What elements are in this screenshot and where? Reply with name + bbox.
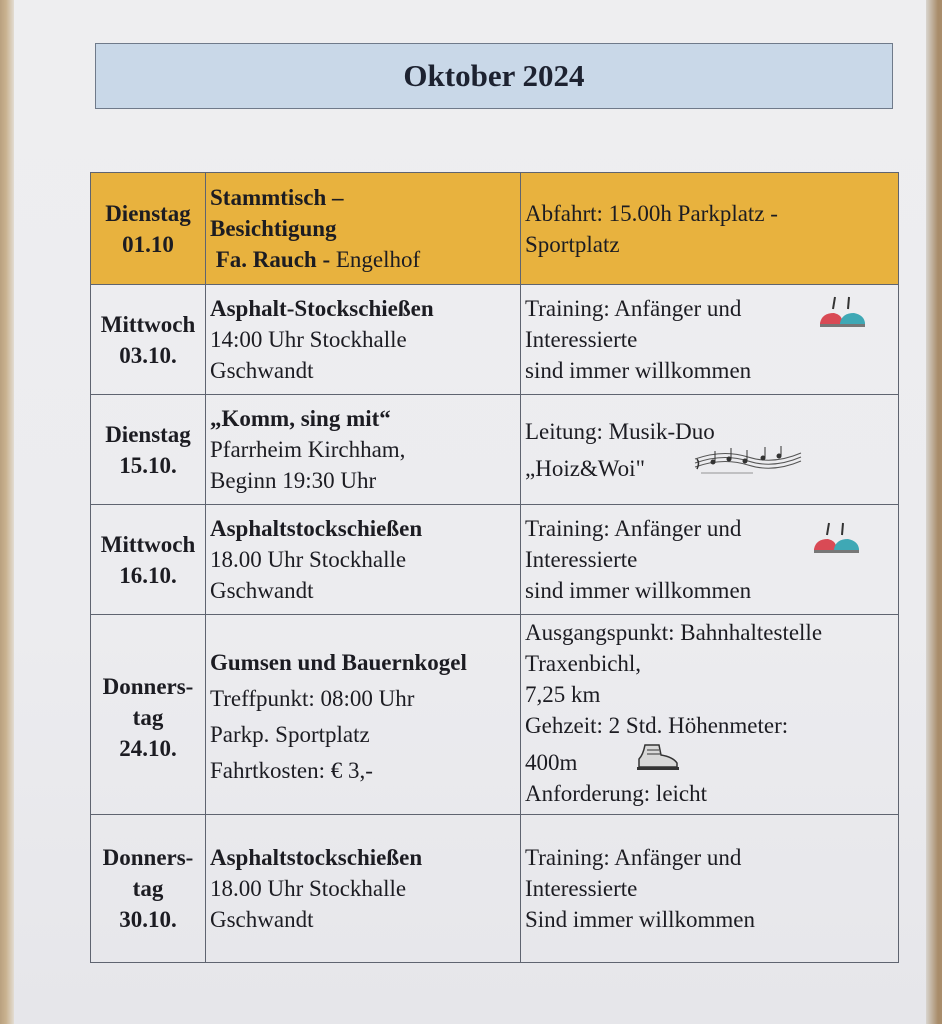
info-cell xyxy=(521,615,899,815)
weekday-suffix: tag xyxy=(132,876,164,901)
info-line: sind immer willkommen xyxy=(525,358,752,383)
curling-shoes-icon xyxy=(818,293,868,331)
event-cell xyxy=(206,173,521,285)
info-line: Leitung: Musik-Duo xyxy=(525,418,715,444)
date: 30.10. xyxy=(119,907,177,932)
title-banner xyxy=(95,43,893,109)
info-line: Training: Anfänger und xyxy=(525,516,742,541)
info-cell xyxy=(521,395,899,505)
event-title: Stammtisch – xyxy=(210,185,344,210)
weekday: Mittwoch xyxy=(100,311,196,337)
info-cell xyxy=(521,173,899,285)
info-line: Traxenbichl, xyxy=(525,651,642,676)
event-title-line-2: Besichtigung xyxy=(210,216,337,241)
page-title: Oktober 2024 xyxy=(403,58,585,93)
weekday: Dienstag xyxy=(105,421,191,447)
event-detail: Parkp. Sportplatz xyxy=(210,722,370,747)
info-cell xyxy=(521,505,899,615)
weekday: Dienstag xyxy=(105,200,191,226)
event-detail: Treffpunkt: 08:00 Uhr xyxy=(210,686,415,711)
event-cell xyxy=(206,505,521,615)
event-detail: Gschwandt xyxy=(210,907,314,932)
event-cell xyxy=(206,815,521,963)
event-cell xyxy=(206,285,521,395)
table-row xyxy=(91,615,899,815)
date: 15.10. xyxy=(119,452,177,478)
date: 03.10. xyxy=(119,342,177,368)
event-table xyxy=(90,172,899,963)
company-name: Fa. Rauch - xyxy=(210,247,336,272)
date: 01.10 xyxy=(122,231,174,257)
weekday: Mittwoch xyxy=(100,531,196,557)
event-cell xyxy=(206,395,521,505)
table-row xyxy=(91,173,899,285)
event-title: Asphalt-Stockschießen xyxy=(210,296,434,321)
weekday-suffix: tag xyxy=(132,705,164,730)
date-cell xyxy=(91,285,206,395)
weekday: Donners- xyxy=(102,845,194,870)
company-place: Engelhof xyxy=(335,247,421,272)
event-title: „Komm, sing mit“ xyxy=(210,406,391,431)
date-cell xyxy=(91,615,206,815)
curling-shoes-icon xyxy=(812,519,862,557)
info-line: Anforderung: leicht xyxy=(525,781,708,806)
weekday: Donners- xyxy=(102,674,194,699)
info-line: Sportplatz xyxy=(525,231,620,257)
date: 16.10. xyxy=(119,562,177,588)
event-detail: 18.00 Uhr Stockhalle xyxy=(210,876,407,901)
hiking-boot-icon xyxy=(633,741,683,773)
table-row xyxy=(91,395,899,505)
event-title: Asphaltstockschießen xyxy=(210,845,423,870)
info-line: „Hoiz&Woi" xyxy=(525,455,645,481)
event-detail: Beginn 19:30 Uhr xyxy=(210,468,377,493)
event-detail: Pfarrheim Kirchham, xyxy=(210,437,406,462)
date-cell xyxy=(91,815,206,963)
info-line: 400m xyxy=(525,750,578,775)
info-line: Interessierte xyxy=(525,327,638,352)
table-row xyxy=(91,815,899,963)
event-company xyxy=(210,244,516,275)
event-detail: Gschwandt xyxy=(210,578,314,603)
info-line: Interessierte xyxy=(525,547,638,572)
date-cell xyxy=(91,395,206,505)
info-line: Abfahrt: 15.00h Parkplatz - xyxy=(525,200,778,226)
event-cell xyxy=(206,615,521,815)
info-line: Training: Anfänger und xyxy=(525,845,742,870)
info-line: Interessierte xyxy=(525,876,638,901)
event-detail: 14:00 Uhr Stockhalle xyxy=(210,327,407,352)
info-line: Gehzeit: 2 Std. Höhenmeter: xyxy=(525,713,789,738)
table-row xyxy=(91,285,899,395)
event-title: Gumsen und Bauernkogel xyxy=(210,650,467,675)
event-title: Asphaltstockschießen xyxy=(210,516,423,541)
date-cell xyxy=(91,505,206,615)
event-detail: Gschwandt xyxy=(210,358,314,383)
info-line: Sind immer willkommen xyxy=(525,907,755,932)
event-detail: Fahrtkosten: € 3,- xyxy=(210,758,373,783)
info-line: 7,25 km xyxy=(525,682,601,707)
info-line: sind immer willkommen xyxy=(525,578,752,603)
date: 24.10. xyxy=(119,736,177,761)
event-detail: 18.00 Uhr Stockhalle xyxy=(210,547,407,572)
info-cell xyxy=(521,815,899,963)
info-cell xyxy=(521,285,899,395)
info-line: Training: Anfänger und xyxy=(525,296,742,321)
info-line: Ausgangspunkt: Bahnhaltestelle xyxy=(525,620,823,645)
date-cell xyxy=(91,173,206,285)
table-row xyxy=(91,505,899,615)
music-notes-icon xyxy=(693,445,803,477)
